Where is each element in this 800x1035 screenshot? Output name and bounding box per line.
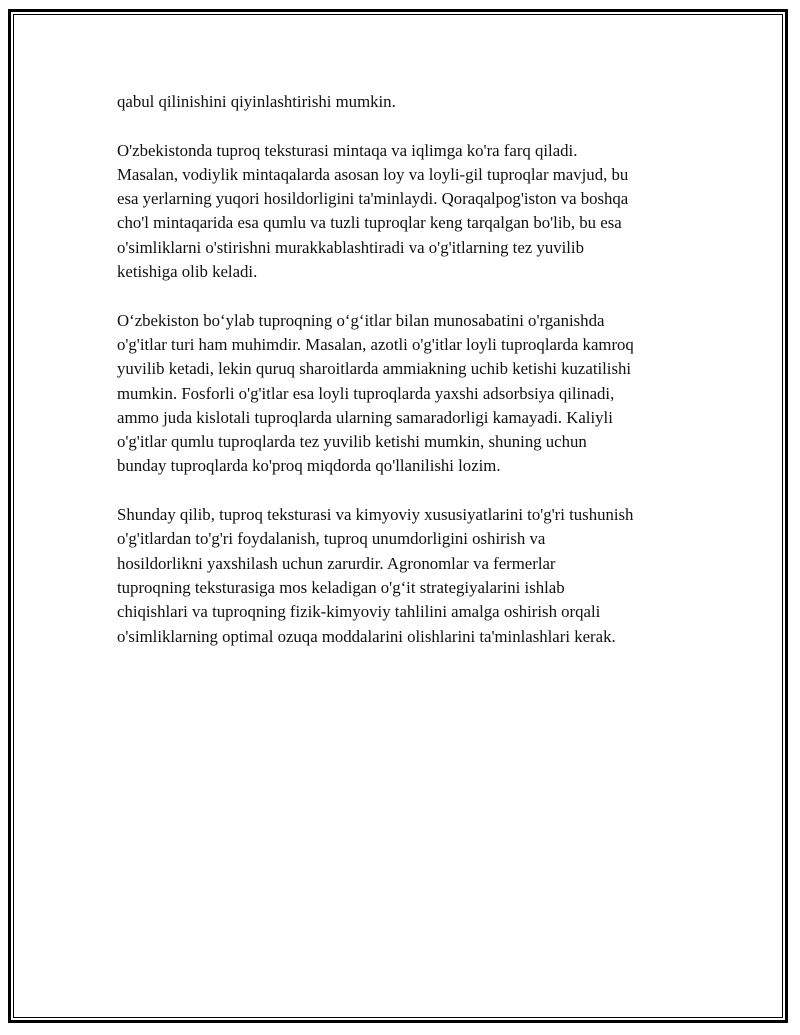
paragraph-gap (117, 284, 689, 308)
text-line: hosildorlikni yaxshilash uchun zarurdir. Agronomlar va fermerlar (117, 553, 556, 573)
text-line: o'g'itlar turi ham muhimdir. Masalan, azotli o'g'itlar loyli tuproqlarda kamroq (117, 334, 634, 354)
text-line: Shunday qilib, tuproq teksturasi va kimyoviy xususiyatlarini to'g'ri tushunish (117, 505, 634, 525)
text-line: Masalan, vodiylik mintaqalarda asosan loy va loyli-gil tuproqlar mavjud, bu (117, 164, 629, 184)
text-line: o'simliklarning optimal ozuqa moddalarini olishlarini ta'minlashlari kerak. (117, 626, 616, 646)
text-line: esa yerlarning yuqori hosildorligini ta'minlaydi. Qoraqalpog'iston va boshqa (117, 189, 629, 209)
text-line: yuvilib ketadi, lekin quruq sharoitlarda ammiakning uchib ketishi kuzatilishi (117, 359, 632, 379)
paragraph-gap (117, 114, 689, 138)
paragraph-2 (117, 139, 689, 285)
text-line: O'zbekistonda tuproq teksturasi mintaqa va iqlimga ko'ra farq qiladi. (117, 140, 578, 160)
text-line: O‘zbekiston bo‘ylab tuproqning o‘g‘itlar bilan munosabatini o'rganishda (117, 310, 605, 330)
text-line: o'g'itlardan to'g'ri foydalanish, tuproq unumdorligini oshirish va (117, 529, 546, 549)
document-body (117, 90, 689, 649)
paragraph-1 (117, 90, 689, 114)
paragraph-4 (117, 503, 689, 649)
text-line: ketishiga olib keladi. (117, 262, 258, 282)
text-line: chiqishlari va tuproqning fizik-kimyoviy tahlilini amalga oshirish orqali (117, 602, 601, 622)
text-line: mumkin. Fosforli o'g'itlar esa loyli tuproqlarda yaxshi adsorbsiya qilinadi, (117, 383, 615, 403)
text-line: o'g'itlar qumlu tuproqlarda tez yuvilib ketishi mumkin, shuning uchun (117, 432, 587, 452)
text-line: bunday tuproqlarda ko'proq miqdorda qo'llanilishi lozim. (117, 456, 501, 476)
paragraph-3 (117, 309, 689, 479)
paragraph-gap (117, 479, 689, 503)
text-line: o'simliklarni o'stirishni murakkablashtiradi va o'g'itlarning tez yuvilib (117, 237, 584, 257)
text-line: cho'l mintaqarida esa qumlu va tuzli tuproqlar keng tarqalgan bo'lib, bu esa (117, 213, 622, 233)
text-line: ammo juda kislotali tuproqlarda ularning samaradorligi kamayadi. Kaliyli (117, 407, 613, 427)
text-line: tuproqning teksturasiga mos keladigan o'g‘it strategiyalarini ishlab (117, 577, 565, 597)
text-line: qabul qilinishini qiyinlashtirishi mumkin. (117, 92, 396, 111)
